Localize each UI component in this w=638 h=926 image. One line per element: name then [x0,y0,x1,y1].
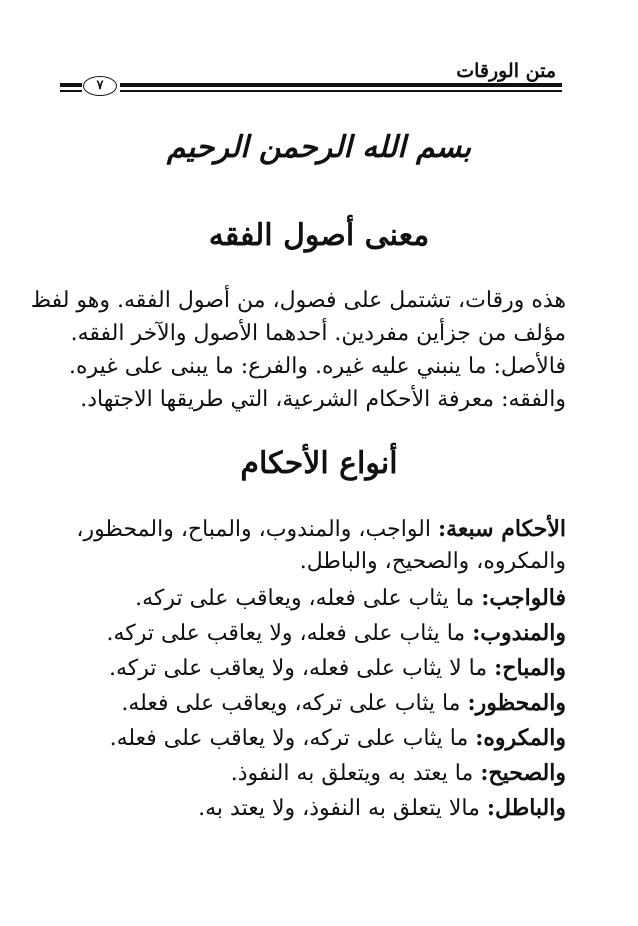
section-title-usul: معنى أصول الفقه [208,218,430,253]
header-rule [120,90,562,92]
definition-line [109,655,566,681]
term-label: والمندوب: [472,620,566,646]
text-line: فالأصل: ما ينبني عليه غيره. والفرع: ما يبنى على غيره. [69,354,566,379]
term-label: فالواجب: [481,585,566,611]
definition-line [135,585,566,611]
term-text: ما يثاب على فعله، ولا يعاقب على تركه. [106,621,466,646]
definition-line [198,795,566,821]
term-text: ما لا يثاب على فعله، ولا يعاقب على تركه. [108,656,488,681]
definition-line [121,690,566,716]
term-label: والمباح: [494,655,566,681]
term-text: ما يعتد به ويتعلق به النفوذ. [230,761,474,786]
text-line: والمكروه، والصحيح، والباطل. [299,549,566,574]
header-rule [60,83,82,87]
page-header [60,60,562,104]
term-label: والمكروه: [475,725,566,751]
term-text: ما يثاب على تركه، ويعاقب على فعله. [121,691,461,716]
header-rule [60,90,82,92]
basmala-text: بسم الله الرحمن الرحيم [166,130,472,165]
definition-line [231,760,566,786]
term-text: الواجب، والمندوب، والمباح، والمحظور، [76,517,431,542]
section-title-ahkam: أنواع الأحكام [240,446,398,481]
term-label: الأحكام سبعة: [438,516,566,542]
term-text: ما يثاب على فعله، ويعاقب على تركه. [135,586,475,611]
text-line [76,516,566,542]
text-line: هذه ورقات، تشتمل على فصول، من أصول الفقه. وهو لفظ [30,288,566,313]
term-text: ما يثاب على تركه، ولا يعاقب على فعله. [109,726,469,751]
term-text: مالا يتعلق به النفوذ، ولا يعتد به. [198,796,480,821]
header-rule [120,83,562,87]
running-title: متن الورقات [456,60,556,82]
text-line: مؤلف من جزأين مفردين. أحدهما الأصول والآخر الفقه. [70,321,566,346]
term-label: والصحيح: [480,760,566,786]
text-line: والفقه: معرفة الأحكام الشرعية، التي طريقها الاجتهاد. [80,387,566,412]
definition-line [107,620,566,646]
basmala [0,130,638,165]
term-label: والمحظور: [467,690,566,716]
page-number: ٧ [83,76,117,96]
definition-line [110,725,566,751]
term-label: والباطل: [486,795,566,821]
